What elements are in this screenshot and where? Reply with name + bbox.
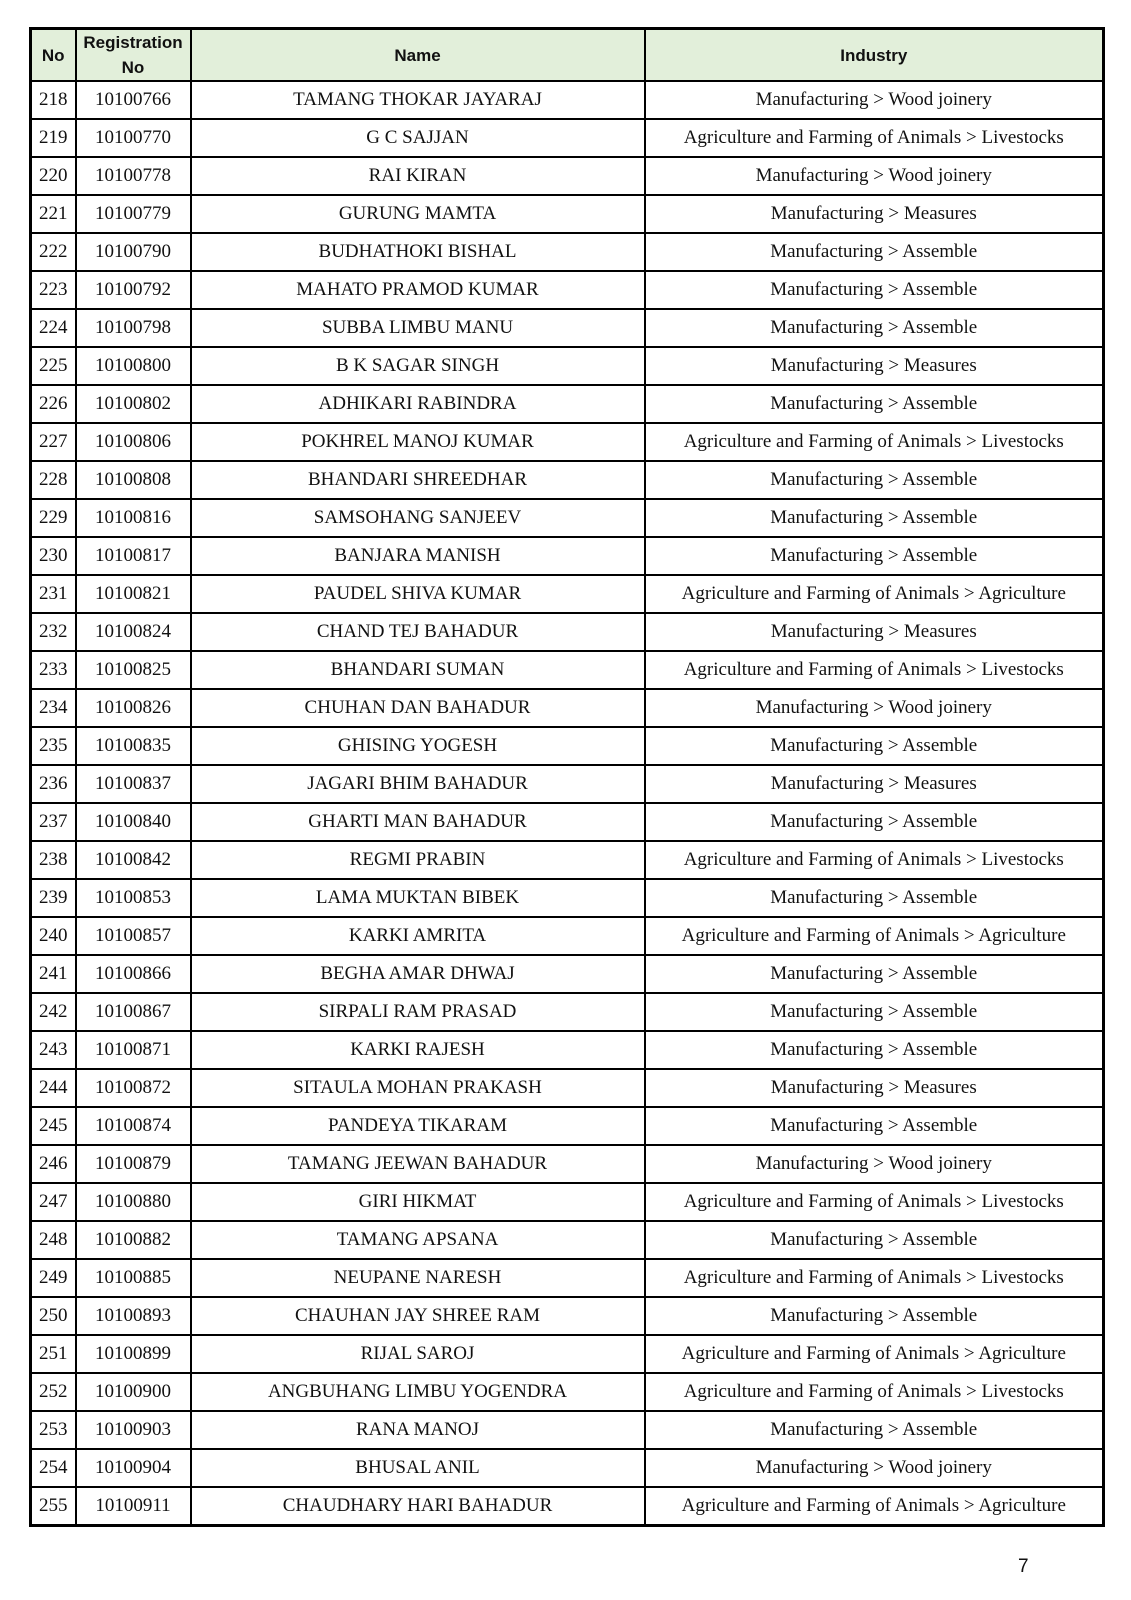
cell-no: 246 [31,1145,76,1183]
cell-name: SITAULA MOHAN PRAKASH [191,1069,645,1107]
cell-name: SAMSOHANG SANJEEV [191,499,645,537]
cell-no: 229 [31,499,76,537]
cell-industry: Manufacturing > Assemble [645,1297,1104,1335]
cell-industry: Manufacturing > Wood joinery [645,1145,1104,1183]
page-number: 7 [1018,1556,1029,1577]
cell-registration-no: 10100899 [76,1335,191,1373]
cell-registration-no: 10100840 [76,803,191,841]
cell-name: TAMANG THOKAR JAYARAJ [191,81,645,119]
cell-registration-no: 10100821 [76,575,191,613]
cell-no: 225 [31,347,76,385]
cell-registration-no: 10100778 [76,157,191,195]
cell-industry: Manufacturing > Assemble [645,537,1104,575]
cell-industry: Manufacturing > Measures [645,613,1104,651]
cell-name: SUBBA LIMBU MANU [191,309,645,347]
cell-no: 249 [31,1259,76,1297]
cell-industry: Manufacturing > Measures [645,195,1104,233]
cell-registration-no: 10100779 [76,195,191,233]
cell-name: NEUPANE NARESH [191,1259,645,1297]
cell-no: 222 [31,233,76,271]
cell-name: PAUDEL SHIVA KUMAR [191,575,645,613]
table-row [31,803,1104,841]
cell-name: JAGARI BHIM BAHADUR [191,765,645,803]
table-row [31,1259,1104,1297]
cell-registration-no: 10100837 [76,765,191,803]
cell-name: CHAUDHARY HARI BAHADUR [191,1487,645,1526]
cell-industry: Agriculture and Farming of Animals > Agriculture [645,917,1104,955]
cell-registration-no: 10100867 [76,993,191,1031]
cell-industry: Manufacturing > Assemble [645,1107,1104,1145]
cell-no: 245 [31,1107,76,1145]
cell-name: TAMANG JEEWAN BAHADUR [191,1145,645,1183]
cell-no: 240 [31,917,76,955]
cell-industry: Manufacturing > Assemble [645,803,1104,841]
cell-name: BEGHA AMAR DHWAJ [191,955,645,993]
cell-name: LAMA MUKTAN BIBEK [191,879,645,917]
cell-registration-no: 10100802 [76,385,191,423]
cell-no: 218 [31,81,76,119]
cell-no: 221 [31,195,76,233]
cell-name: TAMANG APSANA [191,1221,645,1259]
cell-name: GHISING YOGESH [191,727,645,765]
cell-name: BHANDARI SHREEDHAR [191,461,645,499]
cell-no: 228 [31,461,76,499]
cell-registration-no: 10100853 [76,879,191,917]
cell-no: 243 [31,1031,76,1069]
cell-industry: Manufacturing > Wood joinery [645,1449,1104,1487]
cell-registration-no: 10100817 [76,537,191,575]
cell-registration-no: 10100825 [76,651,191,689]
cell-registration-no: 10100866 [76,955,191,993]
cell-industry: Manufacturing > Measures [645,347,1104,385]
cell-name: B K SAGAR SINGH [191,347,645,385]
cell-industry: Manufacturing > Assemble [645,233,1104,271]
cell-name: RANA MANOJ [191,1411,645,1449]
cell-no: 254 [31,1449,76,1487]
cell-industry: Agriculture and Farming of Animals > Livestocks [645,1183,1104,1221]
cell-no: 250 [31,1297,76,1335]
table-row [31,613,1104,651]
cell-no: 251 [31,1335,76,1373]
cell-no: 238 [31,841,76,879]
table-row [31,1031,1104,1069]
table-row [31,309,1104,347]
cell-industry: Manufacturing > Assemble [645,309,1104,347]
cell-no: 234 [31,689,76,727]
table-row [31,499,1104,537]
cell-industry: Agriculture and Farming of Animals > Livestocks [645,651,1104,689]
cell-name: KARKI AMRITA [191,917,645,955]
cell-industry: Agriculture and Farming of Animals > Livestocks [645,119,1104,157]
cell-registration-no: 10100893 [76,1297,191,1335]
cell-registration-no: 10100857 [76,917,191,955]
cell-registration-no: 10100874 [76,1107,191,1145]
cell-registration-no: 10100770 [76,119,191,157]
cell-industry: Manufacturing > Assemble [645,1411,1104,1449]
cell-registration-no: 10100885 [76,1259,191,1297]
cell-no: 255 [31,1487,76,1526]
cell-name: CHUHAN DAN BAHADUR [191,689,645,727]
cell-industry: Agriculture and Farming of Animals > Livestocks [645,841,1104,879]
cell-registration-no: 10100808 [76,461,191,499]
cell-industry: Agriculture and Farming of Animals > Livestocks [645,1259,1104,1297]
table-row [31,1373,1104,1411]
cell-industry: Agriculture and Farming of Animals > Livestocks [645,423,1104,461]
cell-registration-no: 10100806 [76,423,191,461]
cell-industry: Manufacturing > Assemble [645,1221,1104,1259]
cell-name: BANJARA MANISH [191,537,645,575]
cell-registration-no: 10100871 [76,1031,191,1069]
cell-no: 247 [31,1183,76,1221]
header-registration-line1: Registration [83,33,183,52]
cell-name: MAHATO PRAMOD KUMAR [191,271,645,309]
cell-registration-no: 10100911 [76,1487,191,1526]
table-row [31,233,1104,271]
cell-name: BUDHATHOKI BISHAL [191,233,645,271]
table-row [31,1145,1104,1183]
table-row [31,689,1104,727]
cell-registration-no: 10100766 [76,81,191,119]
cell-industry: Manufacturing > Wood joinery [645,689,1104,727]
table-row [31,1069,1104,1107]
cell-industry: Manufacturing > Assemble [645,461,1104,499]
cell-industry: Manufacturing > Assemble [645,993,1104,1031]
cell-registration-no: 10100792 [76,271,191,309]
cell-no: 223 [31,271,76,309]
cell-industry: Manufacturing > Measures [645,1069,1104,1107]
cell-no: 236 [31,765,76,803]
table-row [31,993,1104,1031]
cell-registration-no: 10100824 [76,613,191,651]
table-row [31,651,1104,689]
cell-industry: Manufacturing > Wood joinery [645,81,1104,119]
table-header-row [31,29,1104,82]
table-row [31,1335,1104,1373]
cell-registration-no: 10100904 [76,1449,191,1487]
cell-name: POKHREL MANOJ KUMAR [191,423,645,461]
cell-name: PANDEYA TIKARAM [191,1107,645,1145]
table-row [31,1487,1104,1526]
cell-name: ANGBUHANG LIMBU YOGENDRA [191,1373,645,1411]
table-row [31,195,1104,233]
cell-no: 252 [31,1373,76,1411]
cell-name: CHAUHAN JAY SHREE RAM [191,1297,645,1335]
table-row [31,879,1104,917]
cell-industry: Manufacturing > Assemble [645,727,1104,765]
cell-industry: Manufacturing > Wood joinery [645,157,1104,195]
header-industry: Industry [645,29,1104,82]
cell-name: REGMI PRABIN [191,841,645,879]
cell-name: BHANDARI SUMAN [191,651,645,689]
cell-name: KARKI RAJESH [191,1031,645,1069]
table-row [31,119,1104,157]
registration-table [29,27,1105,1527]
table-row [31,765,1104,803]
table-row [31,347,1104,385]
cell-no: 253 [31,1411,76,1449]
table-row [31,157,1104,195]
cell-no: 241 [31,955,76,993]
header-no: No [31,29,76,82]
table-body [31,81,1104,1526]
table-row [31,575,1104,613]
cell-registration-no: 10100826 [76,689,191,727]
cell-industry: Agriculture and Farming of Animals > Livestocks [645,1373,1104,1411]
cell-name: SIRPALI RAM PRASAD [191,993,645,1031]
cell-no: 230 [31,537,76,575]
table-row [31,955,1104,993]
cell-name: ADHIKARI RABINDRA [191,385,645,423]
cell-industry: Manufacturing > Assemble [645,271,1104,309]
cell-industry: Agriculture and Farming of Animals > Agriculture [645,1487,1104,1526]
cell-no: 219 [31,119,76,157]
cell-registration-no: 10100835 [76,727,191,765]
cell-name: RIJAL SAROJ [191,1335,645,1373]
table-row [31,727,1104,765]
cell-no: 233 [31,651,76,689]
table-row [31,385,1104,423]
cell-no: 244 [31,1069,76,1107]
table-row [31,1221,1104,1259]
cell-industry: Manufacturing > Assemble [645,499,1104,537]
cell-registration-no: 10100903 [76,1411,191,1449]
cell-industry: Manufacturing > Measures [645,765,1104,803]
cell-name: BHUSAL ANIL [191,1449,645,1487]
cell-name: GURUNG MAMTA [191,195,645,233]
header-registration-no [76,29,191,82]
cell-registration-no: 10100882 [76,1221,191,1259]
cell-industry: Manufacturing > Assemble [645,955,1104,993]
table-row [31,1411,1104,1449]
cell-name: CHAND TEJ BAHADUR [191,613,645,651]
cell-industry: Agriculture and Farming of Animals > Agriculture [645,1335,1104,1373]
cell-no: 235 [31,727,76,765]
cell-industry: Agriculture and Farming of Animals > Agriculture [645,575,1104,613]
cell-industry: Manufacturing > Assemble [645,879,1104,917]
table-row [31,1449,1104,1487]
cell-registration-no: 10100842 [76,841,191,879]
cell-name: GIRI HIKMAT [191,1183,645,1221]
table-row [31,1107,1104,1145]
cell-no: 237 [31,803,76,841]
header-name: Name [191,29,645,82]
cell-industry: Manufacturing > Assemble [645,1031,1104,1069]
cell-no: 242 [31,993,76,1031]
cell-name: RAI KIRAN [191,157,645,195]
table-row [31,423,1104,461]
cell-registration-no: 10100798 [76,309,191,347]
cell-no: 248 [31,1221,76,1259]
table-row [31,461,1104,499]
table-row [31,537,1104,575]
cell-registration-no: 10100800 [76,347,191,385]
cell-name: GHARTI MAN BAHADUR [191,803,645,841]
cell-no: 232 [31,613,76,651]
table-row [31,917,1104,955]
cell-registration-no: 10100880 [76,1183,191,1221]
table-row [31,1183,1104,1221]
cell-no: 227 [31,423,76,461]
table-row [31,841,1104,879]
cell-no: 231 [31,575,76,613]
cell-registration-no: 10100900 [76,1373,191,1411]
cell-no: 220 [31,157,76,195]
cell-industry: Manufacturing > Assemble [645,385,1104,423]
cell-name: G C SAJJAN [191,119,645,157]
cell-no: 224 [31,309,76,347]
cell-registration-no: 10100790 [76,233,191,271]
table-row [31,271,1104,309]
table-row [31,1297,1104,1335]
cell-no: 239 [31,879,76,917]
header-registration-line2: No [121,58,145,77]
cell-registration-no: 10100872 [76,1069,191,1107]
cell-no: 226 [31,385,76,423]
cell-registration-no: 10100879 [76,1145,191,1183]
cell-registration-no: 10100816 [76,499,191,537]
table-row [31,81,1104,119]
